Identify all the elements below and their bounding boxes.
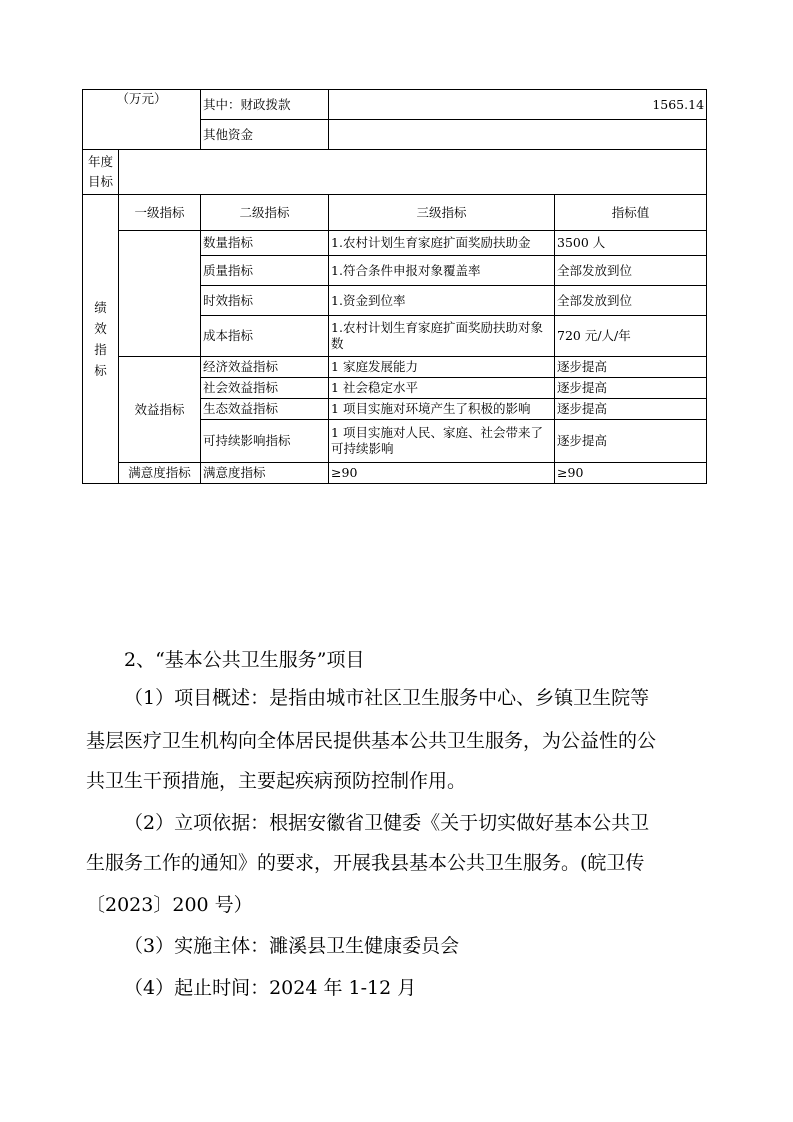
table-row — [83, 231, 707, 256]
paragraph-line: （1）项目概述：是指由城市社区卫生服务中心、乡镇卫生院等 — [124, 687, 650, 709]
satisfaction-level2: 满意度指标 — [201, 463, 329, 484]
level3-cell: 1.农村计划生育家庭扩面奖励扶助对象数 — [329, 316, 555, 357]
value-cell: 全部发放到位 — [555, 256, 707, 286]
table-row — [83, 357, 707, 378]
level3-cell: 1 家庭发展能力 — [329, 357, 555, 378]
value-cell: 720 元/人/年 — [555, 316, 707, 357]
level2-cell: 经济效益指标 — [201, 357, 329, 378]
performance-table — [82, 89, 707, 484]
level2-cell: 质量指标 — [201, 256, 329, 286]
satisfaction-level3: ≥90 — [329, 463, 555, 484]
perf-label-char: 绩 — [94, 300, 107, 315]
level3-cell: 1 项目实施对环境产生了积极的影响 — [329, 399, 555, 420]
perf-label-char: 标 — [94, 363, 107, 378]
level3-cell: 1.资金到位率 — [329, 286, 555, 316]
fiscal-label: 其中：财政拨款 — [201, 90, 329, 120]
level2-cell: 可持续影响指标 — [201, 420, 329, 463]
other-funds-value — [329, 120, 707, 150]
paragraph-line: 〔2023〕200 号） — [86, 894, 253, 916]
annual-goal-label-line: 年度 — [87, 154, 113, 169]
fiscal-value: 1565.14 — [329, 90, 707, 120]
funds-unit-cell — [83, 90, 201, 150]
table-row — [83, 90, 707, 120]
satisfaction-level1: 满意度指标 — [119, 463, 201, 484]
paragraph-line: 基层医疗卫生机构向全体居民提供基本公共卫生服务，为公益性的公 — [86, 730, 657, 752]
satisfaction-value: ≥90 — [555, 463, 707, 484]
value-cell: 3500 人 — [555, 231, 707, 256]
annual-goal-label — [83, 150, 119, 195]
other-funds-label: 其他资金 — [201, 120, 329, 150]
paragraph-line: 生服务工作的通知》的要求，开展我县基本公共卫生服务。(皖卫传 — [86, 852, 645, 874]
header-level1: 一级指标 — [119, 195, 201, 231]
benefit-indicator-label: 效益指标 — [119, 357, 201, 463]
perf-label-char: 指 — [94, 342, 107, 357]
header-level3: 三级指标 — [329, 195, 555, 231]
level2-cell: 时效指标 — [201, 286, 329, 316]
annual-goal-value — [119, 150, 707, 195]
value-cell: 逐步提高 — [555, 399, 707, 420]
level2-cell: 数量指标 — [201, 231, 329, 256]
value-cell: 逐步提高 — [555, 378, 707, 399]
value-cell: 逐步提高 — [555, 357, 707, 378]
paragraph-line: （3）实施主体：濉溪县卫生健康委员会 — [124, 935, 460, 957]
value-cell: 逐步提高 — [555, 420, 707, 463]
level3-cell: 1 项目实施对人民、家庭、社会带来了可持续影响 — [329, 420, 555, 463]
performance-table-wrapper — [82, 89, 706, 484]
header-level2: 二级指标 — [201, 195, 329, 231]
paragraph-line: （4）起止时间：2024 年 1-12 月 — [124, 977, 417, 999]
level2-cell: 社会效益指标 — [201, 378, 329, 399]
table-row — [83, 150, 707, 195]
table-row — [83, 463, 707, 484]
header-value: 指标值 — [555, 195, 707, 231]
level3-cell: 1 社会稳定水平 — [329, 378, 555, 399]
level2-cell: 成本指标 — [201, 316, 329, 357]
level3-cell: 1.符合条件申报对象覆盖率 — [329, 256, 555, 286]
perf-label-char: 效 — [94, 321, 107, 336]
section-heading: 2、“基本公共卫生服务”项目 — [124, 649, 365, 671]
performance-indicator-label — [83, 195, 119, 484]
paragraph-line: 共卫生干预措施，主要起疾病预防控制作用。 — [86, 770, 467, 792]
paragraph-line: （2）立项依据：根据安徽省卫健委《关于切实做好基本公共卫 — [124, 812, 650, 834]
table-header-row — [83, 195, 707, 231]
level2-cell: 生态效益指标 — [201, 399, 329, 420]
annual-goal-label-line: 目标 — [87, 174, 113, 189]
level3-cell: 1.农村计划生育家庭扩面奖励扶助金 — [329, 231, 555, 256]
output-level1-cell — [119, 231, 201, 357]
value-cell: 全部发放到位 — [555, 286, 707, 316]
funds-unit: （万元） — [116, 91, 167, 106]
